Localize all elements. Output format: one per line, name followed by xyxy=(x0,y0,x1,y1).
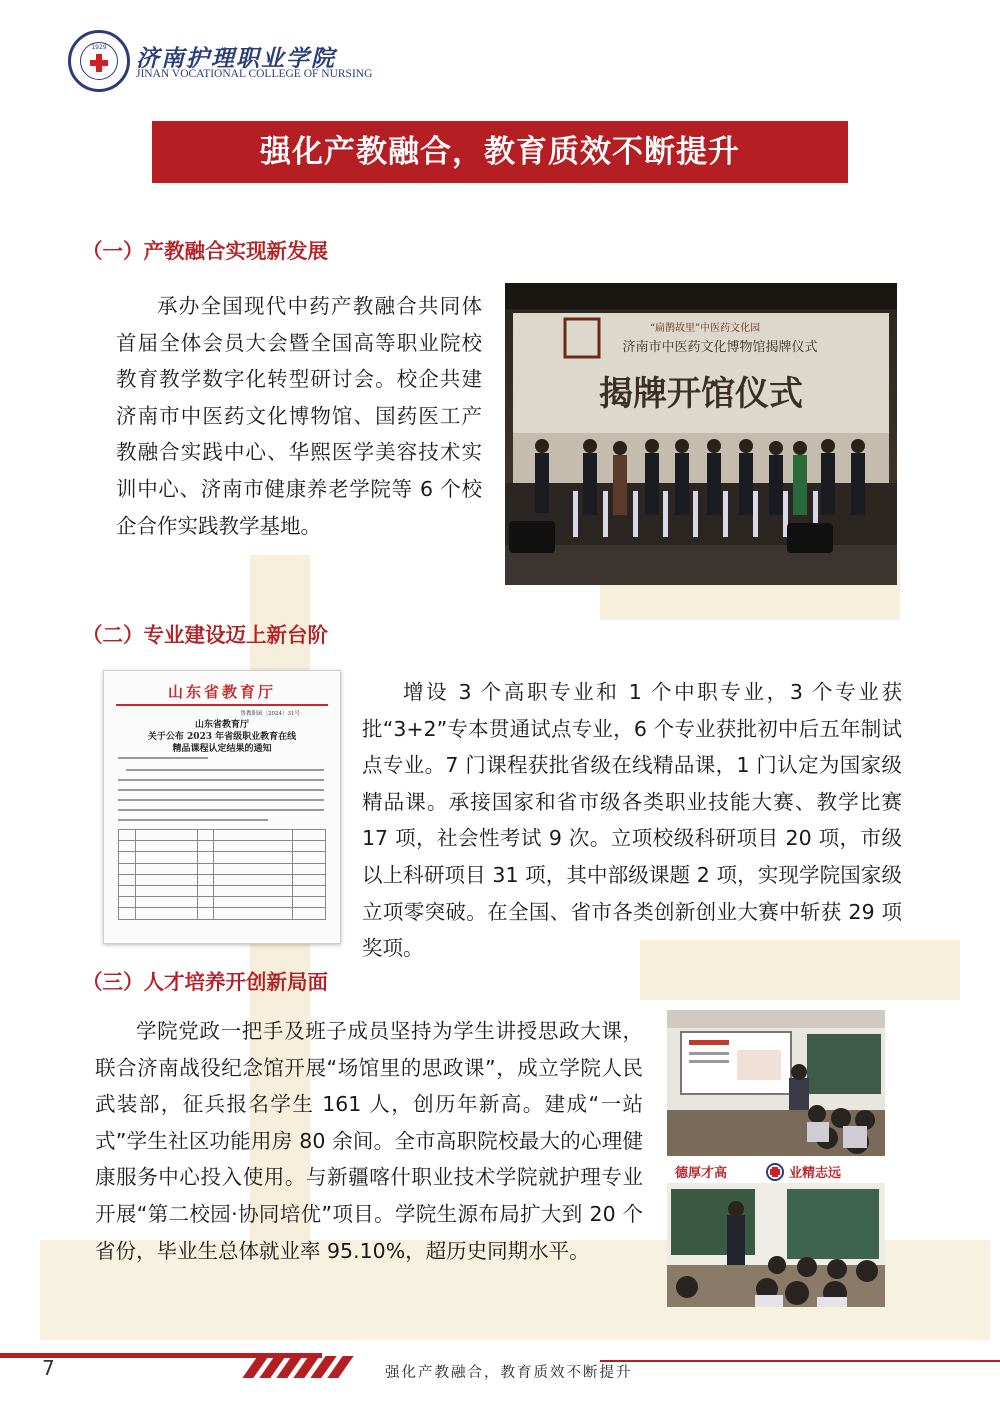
classroom-photo-1 xyxy=(667,1010,885,1156)
section-heading-2: （二）专业建设迈上新台阶 xyxy=(82,623,328,647)
doc-title-line-3: 精品课程认定结果的通知 xyxy=(172,744,272,754)
classroom-photo-2 xyxy=(667,1161,885,1307)
classroom-scene xyxy=(667,1161,885,1307)
doc-text-line xyxy=(118,809,324,811)
screen-main-text: 揭牌开馆仪式 xyxy=(599,374,803,414)
doc-course-table xyxy=(118,829,326,920)
doc-title-line-2: 关于公布 2023 年省级职业教育在线 xyxy=(147,732,297,742)
school-logo xyxy=(68,30,130,92)
footer-title: 强化产教融合，教育质效不断提升 xyxy=(385,1365,633,1381)
doc-text-line xyxy=(118,779,324,781)
section-2-paragraph: 增设 3 个高职专业和 1 个中职专业，3 个专业获批“3+2”专本贯通试点专业，6 个专业获批初中后五年制试点专业。7 门课程获批省级在线精品课，1 门认定为国家级精品课。承接国家和省市级各类职业技能大赛、教学比赛 17 项，社会性考试 9 次。立项校级科研项目 20 项，市级以上科研项目 31 项，其中部级课题 2 项，实现学院国家级立项零突破。在全国、省市各类创新创业大赛中斩获 29 项奖项。 xyxy=(362,680,902,961)
doc-title-line-1: 山东省教育厅 xyxy=(194,720,249,730)
notice-document-image xyxy=(103,670,341,944)
screen-text-1: “扁鹊故里”中医药文化园 xyxy=(649,323,761,334)
doc-red-rule xyxy=(116,704,328,706)
section-1-paragraph: 承办全国现代中药产教融合共同体首届全体会员大会暨全国高等职业院校教育教学数字化转型研讨会。校企共建济南市中医药文化博物馆、国药医工产教融合实践中心、华熙医学美容技术实训中心、济南市健康养老学院等 6 个校企合作实践教学基地。 xyxy=(116,294,482,538)
doc-ref-number: 鲁教职函〔2024〕31号 xyxy=(240,711,300,717)
lecture-scene xyxy=(667,1010,885,1156)
doc-text-line xyxy=(118,799,324,801)
screen-text-2: 济南市中医药文化博物馆揭牌仪式 xyxy=(622,340,818,355)
ceremony-scene xyxy=(505,283,897,585)
ceremony-photo xyxy=(505,283,897,585)
logo-year: 1929 xyxy=(91,44,107,51)
school-name-cn: 济南护理职业学院 xyxy=(136,45,336,72)
doc-letterhead: 山东省教育厅 xyxy=(167,683,276,701)
section-heading-1: （一）产教融合实现新发展 xyxy=(82,239,328,263)
doc-text-line xyxy=(118,757,208,759)
section-heading-3: （三）人才培养开创新局面 xyxy=(82,970,328,994)
footer-rule xyxy=(600,1360,1000,1362)
doc-text-line xyxy=(118,819,268,821)
section-3-paragraph: 学院党政一把手及班子成员坚持为学生讲授思政大课，联合济南战役纪念馆开展“场馆里的思政课”，成立学院人民武装部，征兵报名学生 161 人，创历年新高。建成“一站式”学生社区功能用房 80 余间。全市高职院校最大的心理健康服务中心投入使用。与新疆喀什职业技术学院就护理专业开展“第二校园·协同培优”项目。学院生源布局扩大到 20 个省份，毕业生总体就业率 95.10%，超历史同期水平。 xyxy=(95,1019,643,1263)
page-number: 7 xyxy=(42,1356,55,1380)
page-title-banner: 强化产教融合，教育质效不断提升 xyxy=(152,121,848,183)
school-name-en: JINAN VOCATIONAL COLLEGE OF NURSING xyxy=(136,68,373,80)
classroom-banner-left: 德厚才高 xyxy=(675,1166,728,1181)
doc-text-line xyxy=(118,789,324,791)
classroom-banner-right: 业精志远 xyxy=(789,1166,842,1181)
doc-text-line xyxy=(126,769,324,771)
